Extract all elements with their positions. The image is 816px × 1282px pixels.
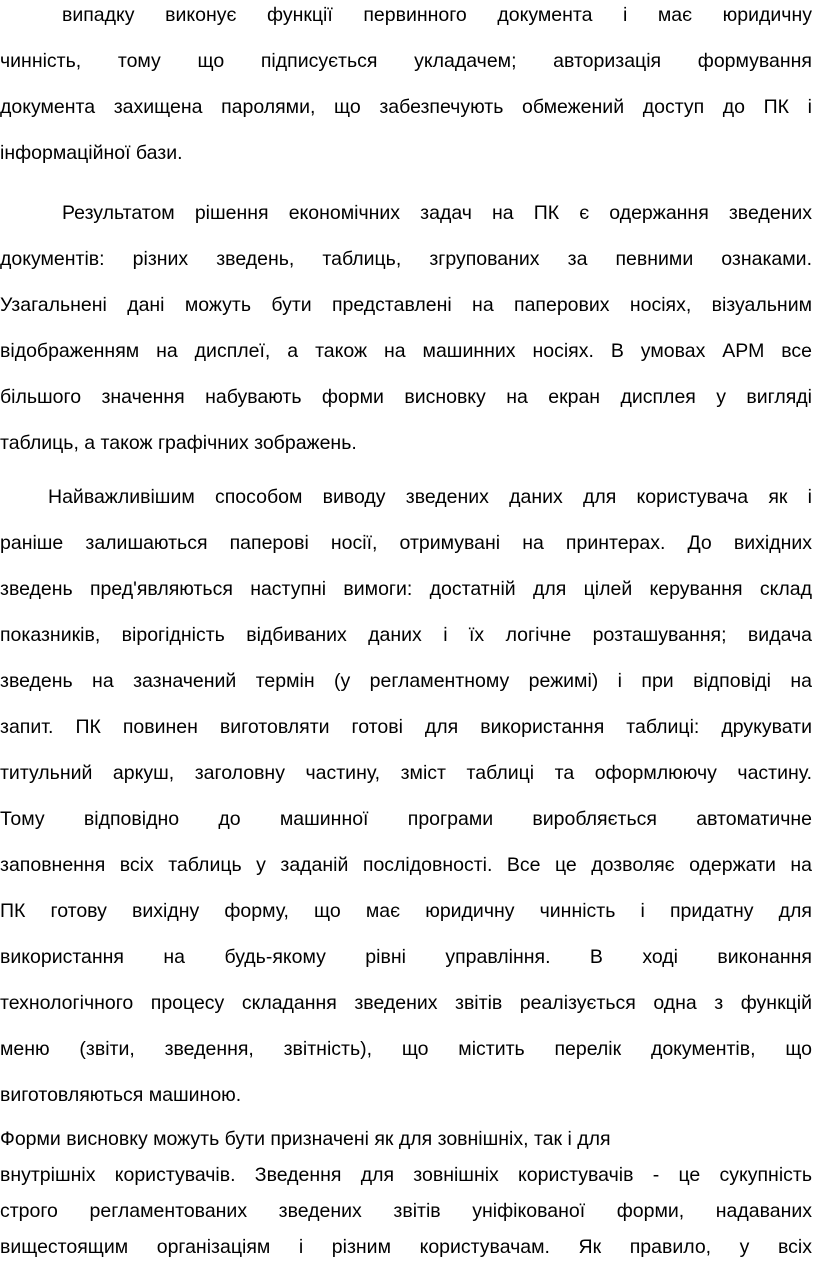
text-line: меню (звіти, зведення, звітність), що містить перелік документів, що bbox=[0, 1038, 812, 1060]
text-line: Результатом рішення економічних задач на ПК є одержання зведених bbox=[62, 202, 812, 224]
text-line: документа захищена паролями, що забезпечують обмежений доступ до ПК і bbox=[0, 96, 812, 118]
text-line: Найважливішим способом виводу зведених даних для користувача як і bbox=[48, 486, 812, 508]
text-line: інформаційної бази. bbox=[0, 142, 183, 164]
text-line: зведень на зазначений термін (у регламентному режимі) і при відповіді на bbox=[0, 670, 812, 692]
text-line: Форми висновку можуть бути призначені як для зовнішніх, так і для bbox=[0, 1128, 611, 1150]
text-line: документів: різних зведень, таблиць, згрупованих за певними ознаками. bbox=[0, 248, 812, 270]
text-line: випадку виконує функції первинного документа і має юридичну bbox=[62, 4, 812, 26]
text-line: чинність, тому що підписується укладачем; авторизація формування bbox=[0, 50, 812, 72]
paragraph-4 bbox=[0, 1124, 812, 1268]
text-line: показників, вірогідність відбиваних даних і їх логічне розташування; видача bbox=[0, 624, 812, 646]
text-line: ПК готову вихідну форму, що має юридичну чинність і придатну для bbox=[0, 900, 812, 922]
text-line: технологічного процесу складання зведених звітів реалізується одна з функцій bbox=[0, 992, 812, 1014]
text-line: Тому відповідно до машинної програми виробляється автоматичне bbox=[0, 808, 812, 830]
text-line: запит. ПК повинен виготовляти готові для використання таблиці: друкувати bbox=[0, 716, 812, 738]
text-line: використання на будь-якому рівні управління. В ході виконання bbox=[0, 946, 812, 968]
text-line: заповнення всіх таблиць у заданій послідовності. Все це дозволяє одержати на bbox=[0, 854, 812, 876]
text-line: відображенням на дисплеї, а також на машинних носіях. В умовах АРМ все bbox=[0, 340, 812, 362]
text-line: Узагальнені дані можуть бути представлені на паперових носіях, візуальним bbox=[0, 294, 812, 316]
text-line: зведень пред'являються наступні вимоги: достатній для цілей керування склад bbox=[0, 578, 812, 600]
text-line: раніше залишаються паперові носії, отримувані на принтерах. До вихідних bbox=[0, 532, 812, 554]
paragraph-2 bbox=[0, 196, 812, 472]
text-line: таблиць, а також графічних зображень. bbox=[0, 432, 357, 454]
text-line: внутрішніх користувачів. Зведення для зовнішніх користувачів - це сукупність bbox=[0, 1164, 812, 1186]
text-line: титульний аркуш, заголовну частину, зміст таблиці та оформлюючу частину. bbox=[0, 762, 812, 784]
paragraph-1 bbox=[0, 0, 812, 182]
text-line: більшого значення набувають форми висновку на екран дисплея у вигляді bbox=[0, 386, 812, 408]
text-line: виготовляються машиною. bbox=[0, 1084, 242, 1106]
text-line: строго регламентованих зведених звітів уніфікованої форми, надаваних bbox=[0, 1200, 812, 1222]
text-line: вищестоящим організаціям і різним користувачам. Як правило, у всіх bbox=[0, 1236, 812, 1258]
paragraph-3 bbox=[0, 480, 812, 1124]
